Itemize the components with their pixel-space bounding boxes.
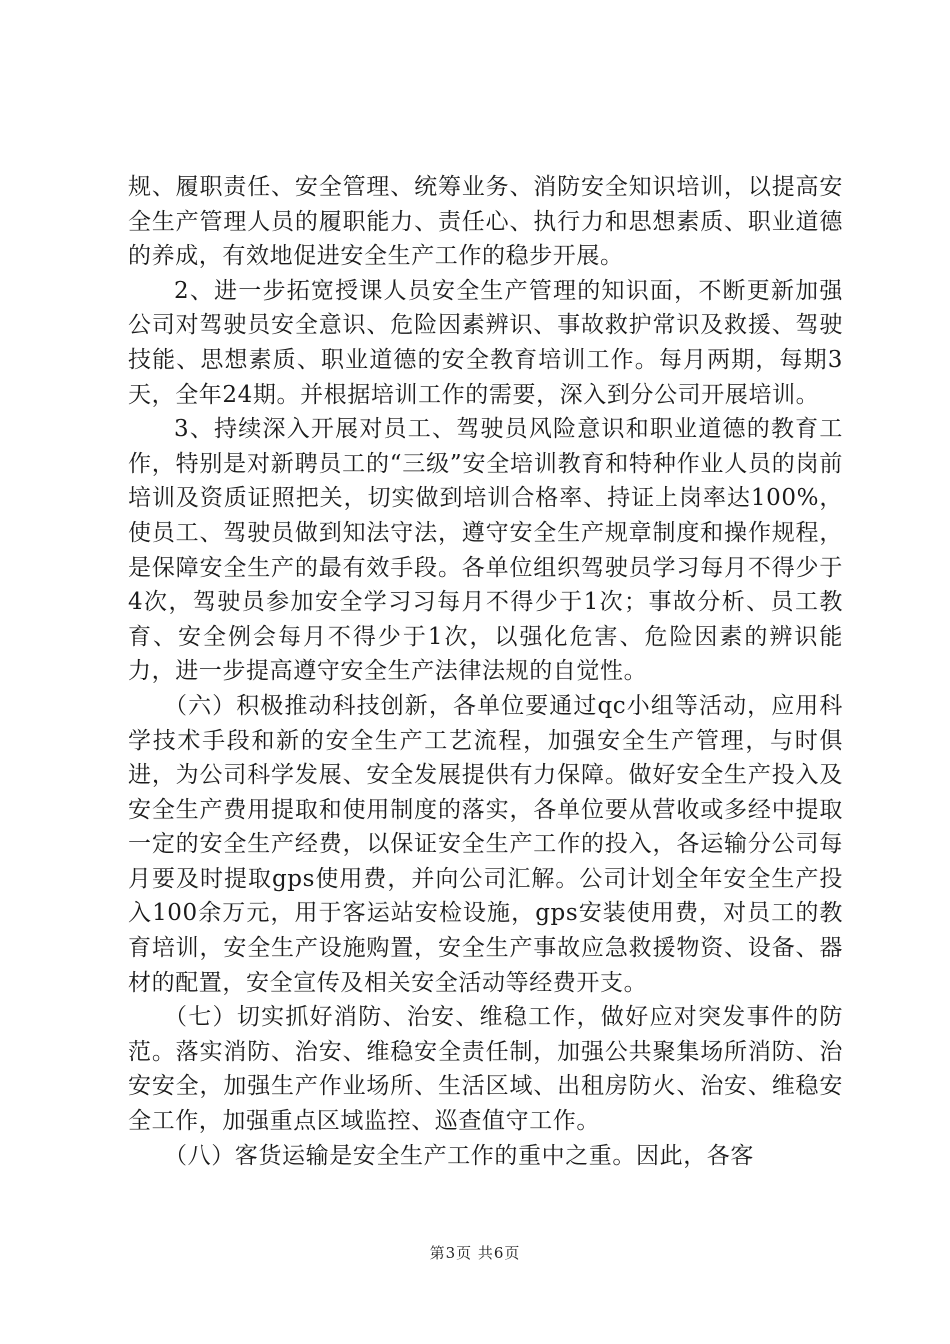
document-body [128, 170, 843, 1173]
paragraph-section-6: （六）积极推动科技创新，各单位要通过qc小组等活动，应用科学技术手段和新的安全生产工艺流程，加强安全生产管理，与时俱进，为公司科学发展、安全发展提供有力保障。做好安全生产投入及安全生产费用提取和使用制度的落实，各单位要从营收或多经中提取一定的安全生产经费，以保证安全生产工作的投入，各运输分公司每月要及时提取gps使用费，并向公司汇解。公司计划全年安全生产投入100余万元，用于客运站安检设施，gps安装使用费，对员工的教育培训，安全生产设施购置，安全生产事故应急救援物资、设备、器材的配置，安全宣传及相关安全活动等经费开支。 [128, 692, 843, 996]
paragraph-section-7: （七）切实抓好消防、治安、维稳工作，做好应对突发事件的防范。落实消防、治安、维稳安全责任制，加强公共聚集场所消防、治安安全，加强生产作业场所、生活区域、出租房防火、治安、维稳安全工作，加强重点区域监控、巡查值守工作。 [128, 1004, 843, 1135]
paragraph-item-3: 3、持续深入开展对员工、驾驶员风险意识和职业道德的教育工作，特别是对新聘员工的“三级”安全培训教育和特种作业人员的岗前培训及资质证照把关，切实做到培训合格率、持证上岗率达100%，使员工、驾驶员做到知法守法，遵守安全生产规章制度和操作规程，是保障安全生产的最有效手段。各单位组织驾驶员学习每月不得少于4次，驾驶员参加安全学习习每月不得少于1次；事故分析、员工教育、安全例会每月不得少于1次，以强化危害、危险因素的辨识能力，进一步提高遵守安全生产法律法规的自觉性。 [128, 416, 843, 685]
paragraph-item-2: 2、进一步拓宽授课人员安全生产管理的知识面，不断更新加强公司对驾驶员安全意识、危险因素辨识、事故救护常识及救援、驾驶技能、思想素质、职业道德的安全教育培训工作。每月两期，每期3天，全年24期。并根据培训工作的需要，深入到分公司开展培训。 [128, 277, 843, 408]
page-number-footer: 第3页 共6页 [429, 1244, 521, 1262]
paragraph-continuation: 规、履职责任、安全管理、统筹业务、消防安全知识培训，以提高安全生产管理人员的履职能力、责任心、执行力和思想素质、职业道德的养成，有效地促进安全生产工作的稳步开展。 [128, 174, 843, 270]
paragraph-section-8: （八）客货运输是安全生产工作的重中之重。因此，各客 [164, 1142, 754, 1169]
